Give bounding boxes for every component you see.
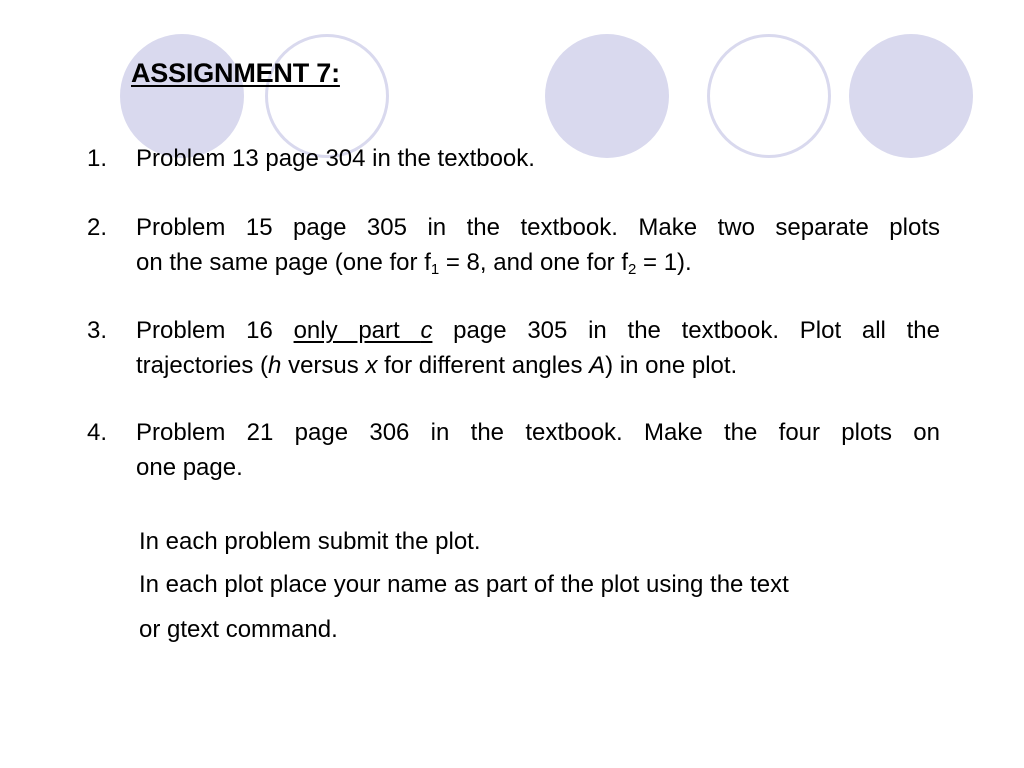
text-run: = 1). (636, 249, 692, 276)
assignment-item-2 (87, 210, 940, 280)
item-line: Problem 13 page 304 in the textbook. (136, 145, 535, 172)
item-line (136, 313, 940, 348)
item-text (136, 210, 940, 280)
text-run: Problem 16 (136, 317, 294, 344)
assignment-item-4 (87, 415, 940, 485)
decorative-ring-circle (707, 34, 831, 158)
text-run: = 8, and one for f (439, 249, 629, 276)
italic-text: c (420, 317, 433, 344)
item-number: 3. (87, 317, 108, 344)
text-run: trajectories ( (136, 352, 269, 379)
assignment-item-1 (87, 141, 940, 176)
item-line: one page. (136, 454, 243, 481)
item-line: Problem 21 page 306 in the textbook. Make the four plots on (136, 419, 940, 446)
text-run: page 305 in the textbook. Plot all the (432, 317, 940, 344)
instruction-note: In each plot place your name as part of the plot using the text (139, 571, 789, 598)
item-number: 2. (87, 214, 108, 241)
underlined-text (294, 317, 433, 344)
instruction-note: In each problem submit the plot. (139, 528, 481, 555)
italic-text: A (589, 352, 606, 379)
text-run: only part (293, 317, 421, 344)
decorative-ring-circle (265, 34, 389, 158)
italic-text: x (365, 352, 378, 379)
decorative-filled-circle (120, 34, 244, 158)
item-line: Problem 15 page 305 in the textbook. Make two separate plots (136, 214, 940, 241)
text-run: ) in one plot. (605, 352, 738, 379)
text-run: on the same page (one for f (136, 249, 431, 276)
item-text (136, 415, 940, 485)
item-text (136, 313, 940, 383)
item-line (136, 348, 940, 383)
item-line (136, 245, 940, 280)
assignment-item-3 (87, 313, 940, 383)
subscript: 1 (430, 261, 440, 278)
item-number: 1. (87, 145, 108, 172)
italic-text: h (268, 352, 282, 379)
text-run: versus (281, 352, 366, 379)
instruction-note: or gtext command. (139, 616, 338, 643)
decorative-filled-circle (545, 34, 669, 158)
item-number: 4. (87, 419, 108, 446)
text-run: for different angles (377, 352, 590, 379)
item-text (136, 141, 940, 176)
subscript: 2 (628, 261, 637, 278)
slide-title: ASSIGNMENT 7: (131, 58, 340, 88)
decorative-filled-circle (849, 34, 973, 158)
